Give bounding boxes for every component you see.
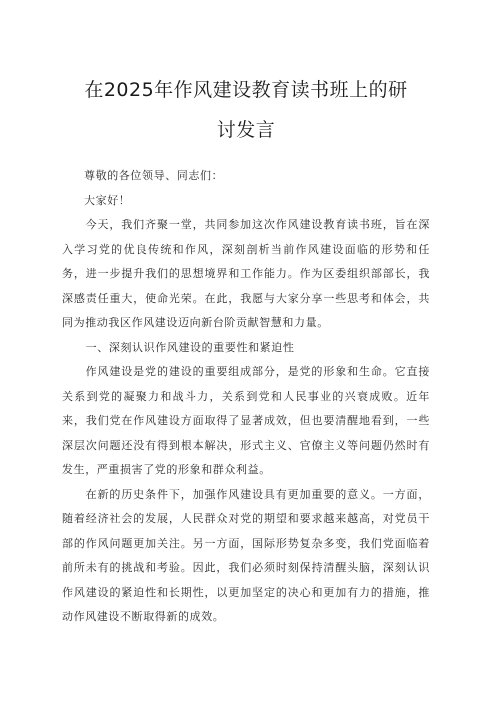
document-body <box>62 164 430 630</box>
paragraph-intro: 今天，我们齐聚一堂，共同参加这次作风建设教育读书班，旨在深入学习党的优良传统和作风，深刻剖析当前作风建设面临的形势和任务，进一步提升我们的思想境界和工作能力。作为区委组织部部长，我深感责任重大，使命光荣。在此，我愿与大家分享一些思考和体会，共同为推动我区作风建设迈向新台阶贡献智慧和力量。 <box>62 218 430 329</box>
greeting: 大家好！ <box>84 193 131 207</box>
title-line-1: 在2025年作风建设教育读书班上的研 <box>84 79 408 101</box>
document-title <box>62 70 430 150</box>
paragraph-new-era: 在新的历史条件下，加强作风建设具有更加重要的意义。一方面，随着经济社会的发展，人民群众对党的期望和要求越来越高，对党员干部的作风问题更加关注。另一方面，国际形势复杂多变，我们党面临着前所未有的挑战和考验。因此，我们必须时刻保持清醒头脑，深刻认识作风建设的紧迫性和长期性，以更加坚定的决心和更加有力的措施，推动作风建设不断取得新的成效。 <box>62 487 430 623</box>
section-heading-1: 一、深刻认识作风建设的重要性和紧迫性 <box>85 340 295 354</box>
salutation: 尊敬的各位领导、同志们： <box>84 169 224 182</box>
paragraph-importance: 作风建设是党的建设的重要组成部分，是党的形象和生命。它直接关系到党的凝聚力和战斗力，关系到党和人民事业的兴衰成败。近年来，我们党在作风建设方面取得了显著成效，但也要清醒地看到，一些深层次问题还没有得到根本解决，形式主义、官僚主义等问题仍然时有发生，严重损害了党的形象和群众利益。 <box>62 365 430 476</box>
title-line-2: 讨发言 <box>216 119 276 141</box>
